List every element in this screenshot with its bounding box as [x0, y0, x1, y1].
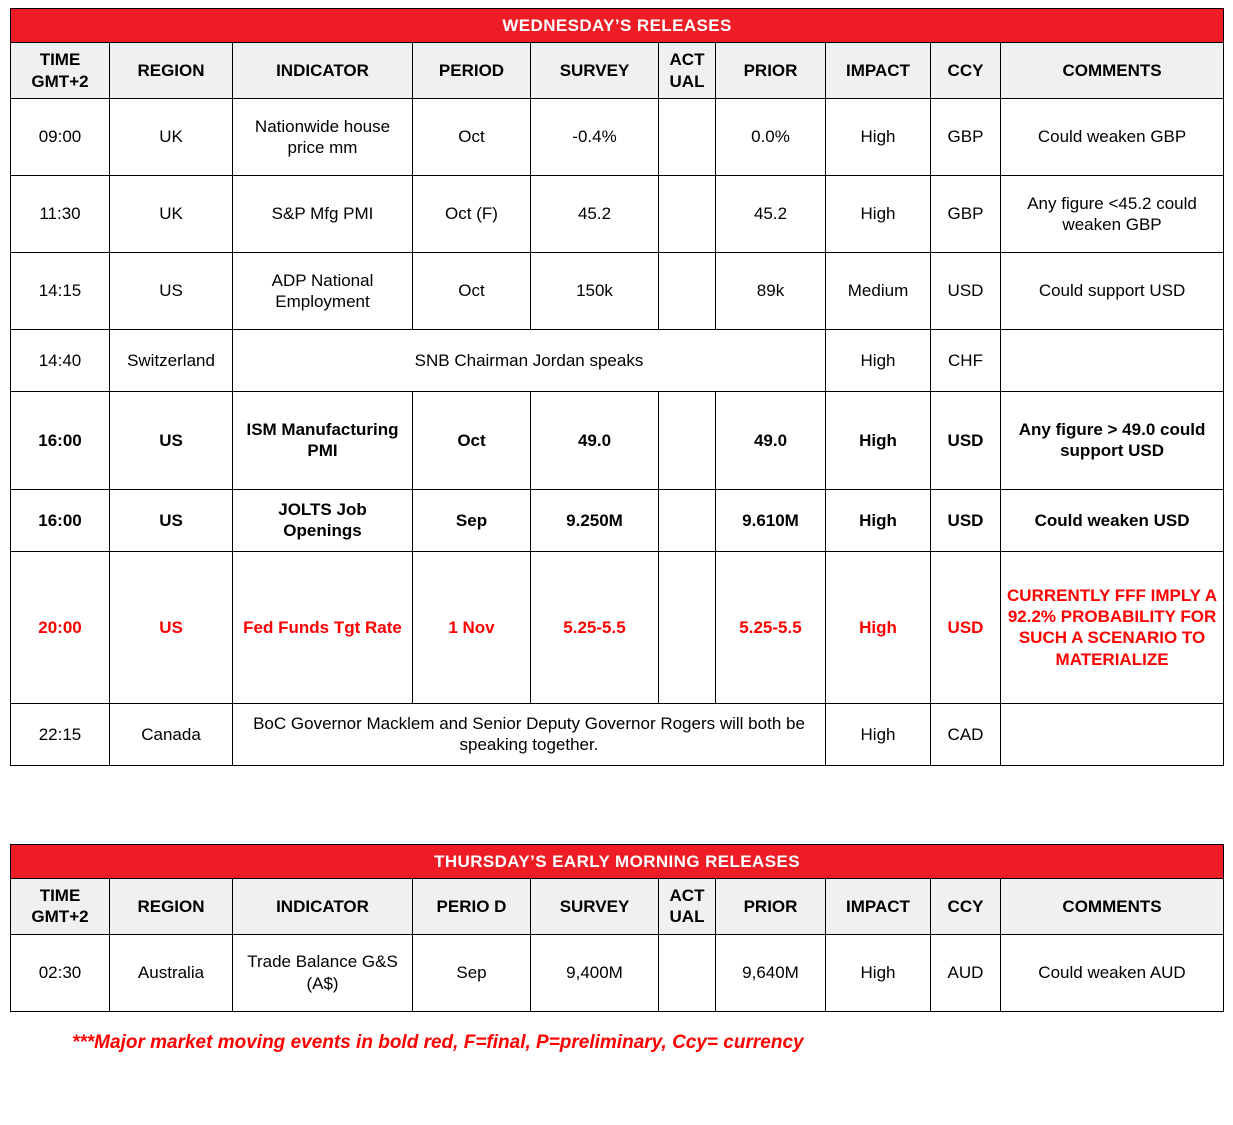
cell-actual	[659, 98, 716, 175]
cell-actual	[659, 175, 716, 252]
cell-indicator: ADP National Employment	[233, 252, 413, 329]
cell-region: US	[110, 551, 233, 703]
column-header-prior: PRIOR	[716, 879, 826, 935]
cell-period: Oct	[413, 391, 531, 489]
cell-period: Oct (F)	[413, 175, 531, 252]
cell-survey: 45.2	[531, 175, 659, 252]
cell-indicator: Trade Balance G&S (A$)	[233, 934, 413, 1011]
cell-time: 09:00	[11, 98, 110, 175]
cell-time: 16:00	[11, 391, 110, 489]
cell-merged-event: SNB Chairman Jordan speaks	[233, 329, 826, 391]
wednesday-banner-row	[11, 9, 1224, 43]
column-header-actual: ACT UAL	[659, 879, 716, 935]
table-row	[11, 98, 1224, 175]
cell-comments: Could support USD	[1001, 252, 1224, 329]
cell-ccy: CAD	[931, 703, 1001, 765]
cell-comments	[1001, 329, 1224, 391]
cell-period: Sep	[413, 489, 531, 551]
cell-time: 16:00	[11, 489, 110, 551]
cell-period: Sep	[413, 934, 531, 1011]
wednesday-banner-title: WEDNESDAY’S RELEASES	[11, 9, 1224, 43]
cell-impact: High	[826, 329, 931, 391]
column-header-actual: ACT UAL	[659, 43, 716, 99]
cell-ccy: CHF	[931, 329, 1001, 391]
cell-impact: High	[826, 703, 931, 765]
column-header-comments: COMMENTS	[1001, 43, 1224, 99]
cell-impact: High	[826, 489, 931, 551]
cell-comments: Could weaken USD	[1001, 489, 1224, 551]
table-row	[11, 934, 1224, 1011]
cell-merged-event: BoC Governor Macklem and Senior Deputy Governor Rogers will both be speaking together.	[233, 703, 826, 765]
cell-actual	[659, 551, 716, 703]
cell-prior: 9,640M	[716, 934, 826, 1011]
cell-prior: 89k	[716, 252, 826, 329]
thursday-header-row	[11, 879, 1224, 935]
thursday-banner-row	[11, 844, 1224, 878]
column-header-impact: IMPACT	[826, 879, 931, 935]
cell-survey: 150k	[531, 252, 659, 329]
cell-actual	[659, 934, 716, 1011]
cell-period: Oct	[413, 252, 531, 329]
table-row	[11, 391, 1224, 489]
cell-prior: 9.610M	[716, 489, 826, 551]
cell-indicator: Nationwide house price mm	[233, 98, 413, 175]
cell-period: Oct	[413, 98, 531, 175]
wednesday-releases-table	[10, 8, 1224, 766]
cell-survey: -0.4%	[531, 98, 659, 175]
column-header-impact: IMPACT	[826, 43, 931, 99]
cell-time: 20:00	[11, 551, 110, 703]
cell-ccy: GBP	[931, 175, 1001, 252]
column-header-comments: COMMENTS	[1001, 879, 1224, 935]
column-header-period: PERIO D	[413, 879, 531, 935]
cell-survey: 5.25-5.5	[531, 551, 659, 703]
column-header-time: TIME GMT+2	[11, 43, 110, 99]
cell-comments	[1001, 703, 1224, 765]
cell-ccy: AUD	[931, 934, 1001, 1011]
cell-time: 14:15	[11, 252, 110, 329]
cell-time: 11:30	[11, 175, 110, 252]
cell-impact: High	[826, 98, 931, 175]
cell-actual	[659, 391, 716, 489]
cell-comments: Any figure <45.2 could weaken GBP	[1001, 175, 1224, 252]
table-row	[11, 175, 1224, 252]
wednesday-header-row	[11, 43, 1224, 99]
column-header-region: REGION	[110, 879, 233, 935]
cell-prior: 0.0%	[716, 98, 826, 175]
cell-indicator: ISM Manufacturing PMI	[233, 391, 413, 489]
table-row-highlighted	[11, 551, 1224, 703]
cell-impact: Medium	[826, 252, 931, 329]
column-header-indicator: INDICATOR	[233, 879, 413, 935]
cell-prior: 5.25-5.5	[716, 551, 826, 703]
cell-ccy: USD	[931, 252, 1001, 329]
cell-actual	[659, 252, 716, 329]
cell-prior: 45.2	[716, 175, 826, 252]
cell-comments: Any figure > 49.0 could support USD	[1001, 391, 1224, 489]
cell-indicator: JOLTS Job Openings	[233, 489, 413, 551]
cell-indicator: S&P Mfg PMI	[233, 175, 413, 252]
table-row	[11, 703, 1224, 765]
cell-indicator: Fed Funds Tgt Rate	[233, 551, 413, 703]
cell-region: Canada	[110, 703, 233, 765]
cell-region: US	[110, 489, 233, 551]
cell-ccy: GBP	[931, 98, 1001, 175]
cell-time: 14:40	[11, 329, 110, 391]
cell-actual	[659, 489, 716, 551]
cell-impact: High	[826, 175, 931, 252]
column-header-region: REGION	[110, 43, 233, 99]
cell-region: UK	[110, 175, 233, 252]
thursday-releases-table	[10, 844, 1224, 1012]
cell-ccy: USD	[931, 489, 1001, 551]
cell-time: 02:30	[11, 934, 110, 1011]
table-row	[11, 329, 1224, 391]
cell-region: Switzerland	[110, 329, 233, 391]
cell-survey: 9,400M	[531, 934, 659, 1011]
thursday-banner-title: THURSDAY’S EARLY MORNING RELEASES	[11, 844, 1224, 878]
cell-impact: High	[826, 551, 931, 703]
column-header-prior: PRIOR	[716, 43, 826, 99]
cell-ccy: USD	[931, 391, 1001, 489]
cell-impact: High	[826, 391, 931, 489]
cell-survey: 49.0	[531, 391, 659, 489]
cell-comments: CURRENTLY FFF IMPLY A 92.2% PROBABILITY FOR SUCH A SCENARIO TO MATERIALIZE	[1001, 551, 1224, 703]
cell-region: UK	[110, 98, 233, 175]
column-header-period: PERIOD	[413, 43, 531, 99]
cell-region: US	[110, 391, 233, 489]
column-header-ccy: CCY	[931, 879, 1001, 935]
cell-period: 1 Nov	[413, 551, 531, 703]
column-header-ccy: CCY	[931, 43, 1001, 99]
cell-impact: High	[826, 934, 931, 1011]
table-row	[11, 252, 1224, 329]
cell-prior: 49.0	[716, 391, 826, 489]
cell-survey: 9.250M	[531, 489, 659, 551]
cell-ccy: USD	[931, 551, 1001, 703]
cell-comments: Could weaken AUD	[1001, 934, 1224, 1011]
cell-comments: Could weaken GBP	[1001, 98, 1224, 175]
table-row	[11, 489, 1224, 551]
cell-time: 22:15	[11, 703, 110, 765]
legend-footnote: ***Major market moving events in bold red, F=final, P=preliminary, Ccy= currency	[72, 1031, 804, 1053]
column-header-time: TIME GMT+2	[11, 879, 110, 935]
column-header-survey: SURVEY	[531, 879, 659, 935]
column-header-indicator: INDICATOR	[233, 43, 413, 99]
column-header-survey: SURVEY	[531, 43, 659, 99]
cell-region: Australia	[110, 934, 233, 1011]
section-divider	[10, 766, 1223, 844]
cell-region: US	[110, 252, 233, 329]
